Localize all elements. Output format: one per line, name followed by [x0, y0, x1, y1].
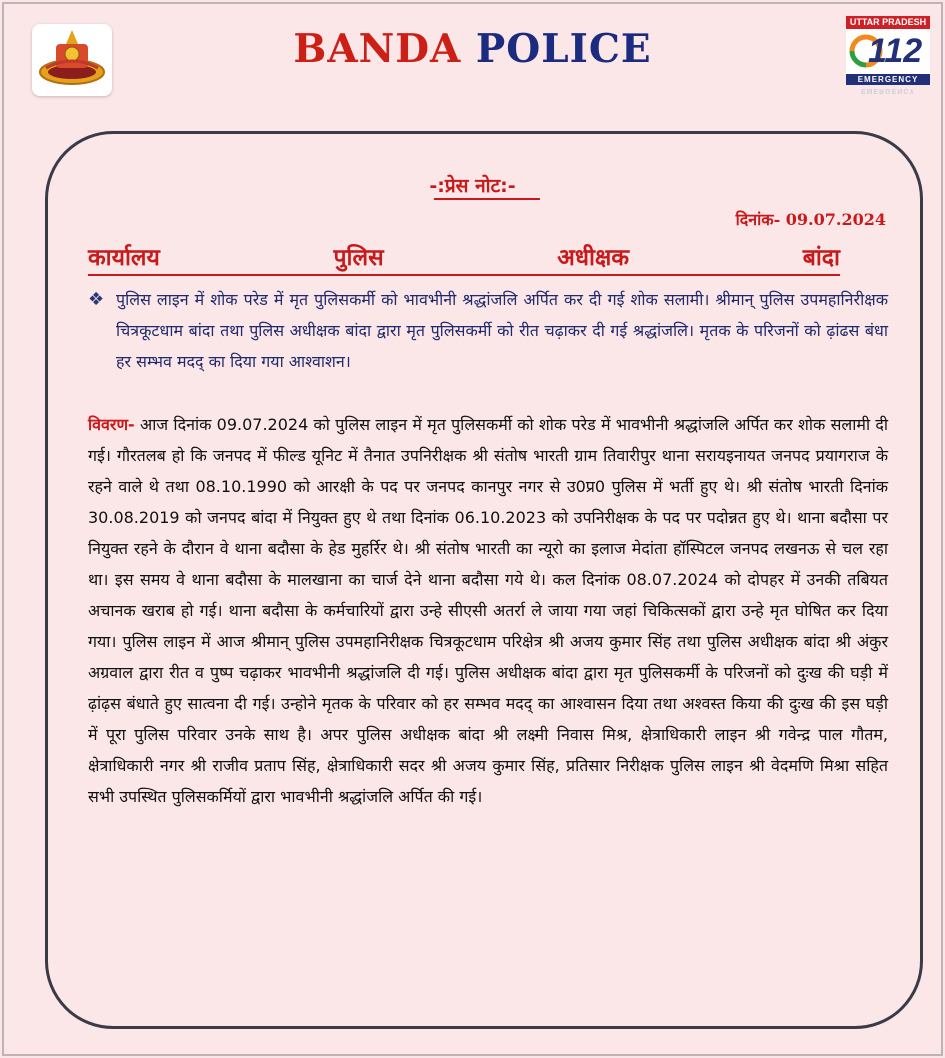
- press-note-heading: -:प्रेस नोट:-: [429, 175, 516, 197]
- press-note-underline: [434, 198, 540, 200]
- summary-paragraph: [88, 284, 888, 377]
- summary-text: पुलिस लाइन में शोक परेड में मृत पुलिसकर्मी को भावभीनी श्रद्धांजलि अर्पित कर दी गई शोक सलामी। श्रीमान् पुलिस उपमहानिरीक्षक चित्रकूटधाम बांदा तथा पुलिस अधीक्षक बांदा द्वारा मृत पुलिसकर्मी को रीत चढ़ाकर दी गई श्रद्धांजलि। मृतक के परिजनों को ढ़ांढस बंधा हर सम्भव मदद् का दिया गया आश्वाशन।: [116, 290, 888, 371]
- office-word: पुलिस: [333, 245, 384, 271]
- title-banda: BANDA: [293, 26, 462, 72]
- title-police: POLICE: [475, 26, 652, 72]
- up112-emergency-label: EMERGENCY: [846, 74, 930, 85]
- details-label: विवरण-: [88, 415, 135, 434]
- press-note-date: दिनांक- 09.07.2024: [735, 210, 886, 229]
- office-word: कार्यालय: [88, 245, 160, 271]
- office-heading-underline: [88, 274, 840, 276]
- up112-logo-icon: [846, 16, 930, 94]
- office-word: बांदा: [802, 245, 840, 271]
- diamond-bullet-icon: ❖: [88, 289, 105, 310]
- page-title: [4, 26, 941, 72]
- page-frame: [2, 2, 943, 1056]
- details-text: आज दिनांक 09.07.2024 को पुलिस लाइन में मृत पुलिसकर्मी को शोक परेड में भावभीनी श्रद्धांजलि अर्पित कर शोक सलामी दी गई। गौरतलब हो कि जनपद में फील्ड यूनिट में तैनात उपनिरीक्षक श्री संतोष भारती ग्राम तिवारीपुर थाना सरायइनायत जनपद प्रयागराज के रहने वाले थे तथा 08.10.1990 को आरक्षी के पद पर जनपद कानपुर नगर से उ0प्र0 पुलिस में भर्ती हुए थे। श्री संतोष भारती दिनांक 30.08.2019 को जनपद बांदा में नियुक्त हुए थे तथा दिनांक 06.10.2023 को उपनिरीक्षक के पद पर पदोन्नत हुए थे। थाना बदौसा पर नियुक्त रहने के दौरान वे थाना बदौसा के हेड मुहर्रिर थे। श्री संतोष भारती का न्यूरो का इलाज मेदांता हॉस्पिटल जनपद लखनऊ से चल रहा था। इस समय वे थाना बदौसा के मालखाना का चार्ज देने थाना बदौसा गये थे। कल दिनांक 08.07.2024 को दोपहर में उनकी तबियत अचानक खराब हो गई। थाना बदौसा के कर्मचारियों द्वारा उन्हे सीएसी अतर्रा ले जाया गया जहां चिकित्सकों द्वारा उन्हे मृत घोषित कर दिया गया। पुलिस लाइन में आज श्रीमान् पुलिस उपमहानिरीक्षक चित्रकूटधाम परिक्षेत्र श्री अजय कुमार सिंह तथा पुलिस अधीक्षक बांदा श्री अंकुर अग्रवाल द्वारा रीत व पुष्प चढ़ाकर भावभीनी श्रद्धांजलि दी गई। पुलिस अधीक्षक बांदा द्वारा मृत पुलिसकर्मी के परिजनों को दुःख की घड़ी में ढ़ांढ़स बंधाते हुए सात्वना दी गई। उन्होने मृतक के परिवार को हर सम्भव मदद् का आश्वासन दिया तथा अश्वस्त किया की दुःख की इस घड़ी में पूरा पुलिस परिवार उनके साथ है। अपर पुलिस अधीक्षक बांदा श्री लक्ष्मी निवास मिश्र, क्षेत्राधिकारी लाइन श्री गवेन्द्र पाल गौतम, क्षेत्राधिकारी नगर श्री राजीव प्रताप सिंह, क्षेत्राधिकारी सदर श्री अजय कुमार सिंह, प्रतिसार निरीक्षक पुलिस लाइन श्री वेदमणि मिश्रा सहित सभी उपस्थित पुलिसकर्मियों द्वारा भावभीनी श्रद्धांजलि अर्पित की गई।: [88, 415, 888, 806]
- office-word: अधीक्षक: [557, 245, 630, 271]
- details-paragraph: [88, 409, 888, 812]
- up112-state-label: UTTAR PRADESH: [846, 16, 930, 29]
- up112-number: 112: [868, 32, 923, 70]
- up112-reflection: EMERGENCY: [860, 87, 916, 94]
- office-heading: [88, 240, 840, 272]
